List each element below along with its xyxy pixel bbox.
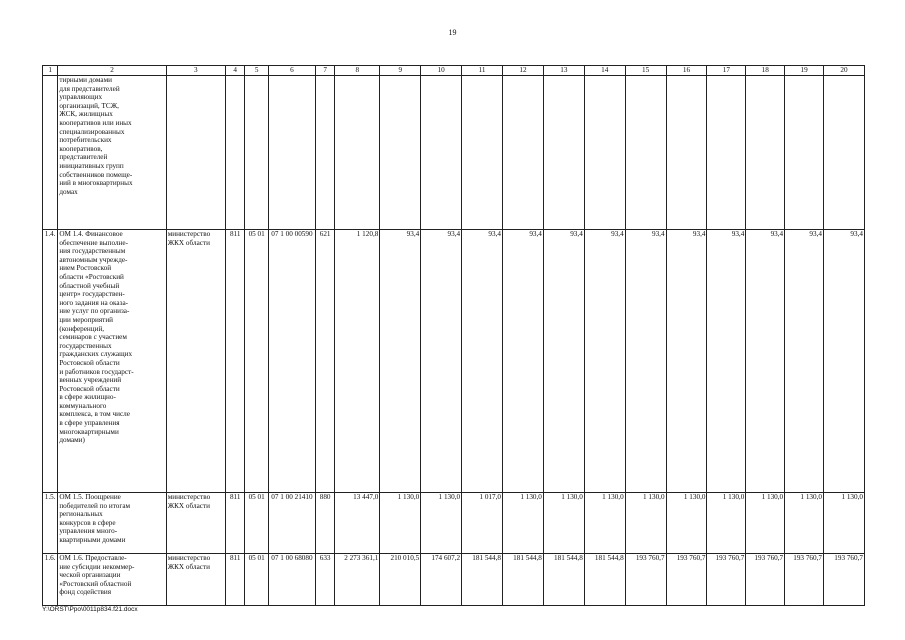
table-row — [43, 493, 865, 554]
header-cell: 18 — [746, 66, 785, 76]
header-cell: 1 — [43, 66, 58, 76]
amount-cell: 93,4 — [823, 230, 864, 493]
row-number-cell — [43, 76, 58, 230]
amount-cell — [462, 76, 503, 230]
header-cell: 17 — [707, 66, 746, 76]
amount-cell: 1 130,0 — [380, 493, 421, 554]
header-cell: 14 — [584, 66, 625, 76]
measure-name-cell: ОМ 1.4. Финансовое обеспечение выполне- ния государственным автономным учрежде- нием Ростовской области «Ростовский областной учебный центр» государствен- ного задания на оказа- ние услуг по организа- ции мероприятий (конференций, семинаров с участием государственных гражданских служащих Ростовской области и работников государст- венных учреждений Ростовской области в сфере жилищно- коммунального комплекса, в том числе в сфере управления многоквартирными домами) — [58, 230, 166, 493]
target-article-code-cell: 07 1 00 68080 — [268, 554, 315, 606]
row-number-cell: 1.6. — [43, 554, 58, 606]
amount-cell: 1 120,8 — [335, 230, 380, 493]
executor-cell — [166, 76, 225, 230]
expense-type-code-cell: 633 — [315, 554, 334, 606]
header-cell: 2 — [58, 66, 166, 76]
amount-cell: 1 130,0 — [503, 493, 544, 554]
header-cell: 3 — [166, 66, 225, 76]
amount-cell: 193 760,7 — [746, 554, 785, 606]
expense-type-code-cell: 621 — [315, 230, 334, 493]
section-code-cell — [245, 76, 269, 230]
amount-cell: 181 544,8 — [584, 554, 625, 606]
amount-cell: 93,4 — [380, 230, 421, 493]
amount-cell: 93,4 — [503, 230, 544, 493]
amount-cell: 1 130,0 — [625, 493, 666, 554]
section-code-cell: 05 01 — [245, 230, 269, 493]
amount-cell — [584, 76, 625, 230]
header-cell: 8 — [335, 66, 380, 76]
amount-cell: 1 017,0 — [462, 493, 503, 554]
amount-cell: 1 130,0 — [785, 493, 824, 554]
amount-cell: 1 130,0 — [666, 493, 707, 554]
amount-cell: 13 447,0 — [335, 493, 380, 554]
measure-name-cell: ОМ 1.5. Поощрение победителей по итогам региональных конкурсов в сфере управления много- квартирными домами — [58, 493, 166, 554]
grbs-code-cell: 811 — [225, 493, 244, 554]
header-cell: 9 — [380, 66, 421, 76]
amount-cell: 193 760,7 — [785, 554, 824, 606]
header-cell: 11 — [462, 66, 503, 76]
page-number: 19 — [448, 28, 457, 37]
executor-cell: министерство ЖКХ области — [166, 493, 225, 554]
header-cell: 4 — [225, 66, 244, 76]
header-cell: 20 — [823, 66, 864, 76]
amount-cell: 2 273 361,1 — [335, 554, 380, 606]
header-cell: 6 — [268, 66, 315, 76]
header-cell: 5 — [245, 66, 269, 76]
amount-cell: 193 760,7 — [625, 554, 666, 606]
header-cell: 13 — [543, 66, 584, 76]
amount-cell: 193 760,7 — [823, 554, 864, 606]
table-row — [43, 554, 865, 606]
target-article-code-cell — [268, 76, 315, 230]
amount-cell — [666, 76, 707, 230]
amount-cell: 1 130,0 — [746, 493, 785, 554]
expense-type-code-cell — [315, 76, 334, 230]
header-cell: 7 — [315, 66, 334, 76]
amount-cell — [746, 76, 785, 230]
amount-cell: 193 760,7 — [707, 554, 746, 606]
amount-cell: 1 130,0 — [707, 493, 746, 554]
amount-cell: 93,4 — [707, 230, 746, 493]
row-number-cell: 1.4. — [43, 230, 58, 493]
header-cell: 10 — [421, 66, 462, 76]
amount-cell: 93,4 — [421, 230, 462, 493]
amount-cell: 93,4 — [543, 230, 584, 493]
amount-cell — [707, 76, 746, 230]
grbs-code-cell — [225, 76, 244, 230]
measure-name-cell: тирными домами для представителей управляющих организаций, ТСЖ, ЖСК, жилищных кооперативов или иных специализированных потребительских кооперативов, представителей инициативных групп собственников помеще- ний в многоквартирных домах — [58, 76, 166, 230]
amount-cell: 181 544,8 — [503, 554, 544, 606]
table-row — [43, 76, 865, 230]
table-row — [43, 230, 865, 493]
amount-cell — [823, 76, 864, 230]
amount-cell — [335, 76, 380, 230]
section-code-cell: 05 01 — [245, 493, 269, 554]
amount-cell: 93,4 — [785, 230, 824, 493]
header-cell: 19 — [785, 66, 824, 76]
amount-cell: 1 130,0 — [823, 493, 864, 554]
executor-cell: министерство ЖКХ области — [166, 230, 225, 493]
amount-cell — [503, 76, 544, 230]
budget-table — [42, 65, 865, 606]
target-article-code-cell: 07 1 00 00590 — [268, 230, 315, 493]
measure-name-cell: ОМ 1.6. Предоставле- ние субсидии некоммер- ческой организации «Ростовский областной фонд содействия — [58, 554, 166, 606]
amount-cell: 93,4 — [584, 230, 625, 493]
expense-type-code-cell: 880 — [315, 493, 334, 554]
amount-cell: 181 544,8 — [543, 554, 584, 606]
amount-cell: 1 130,0 — [584, 493, 625, 554]
amount-cell: 93,4 — [625, 230, 666, 493]
target-article-code-cell: 07 1 00 21410 — [268, 493, 315, 554]
amount-cell: 174 607,2 — [421, 554, 462, 606]
amount-cell: 1 130,0 — [421, 493, 462, 554]
grbs-code-cell: 811 — [225, 554, 244, 606]
file-path-footer: Y:\ORST\Ppo\0011p834.f21.docx — [42, 606, 138, 613]
amount-cell: 93,4 — [746, 230, 785, 493]
amount-cell: 93,4 — [462, 230, 503, 493]
amount-cell — [421, 76, 462, 230]
header-cell: 15 — [625, 66, 666, 76]
header-cell: 16 — [666, 66, 707, 76]
row-number-cell: 1.5. — [43, 493, 58, 554]
amount-cell — [543, 76, 584, 230]
header-cell: 12 — [503, 66, 544, 76]
amount-cell: 181 544,8 — [462, 554, 503, 606]
section-code-cell: 05 01 — [245, 554, 269, 606]
amount-cell: 1 130,0 — [543, 493, 584, 554]
grbs-code-cell: 811 — [225, 230, 244, 493]
amount-cell: 193 760,7 — [666, 554, 707, 606]
amount-cell — [625, 76, 666, 230]
amount-cell — [785, 76, 824, 230]
column-number-header-row — [43, 66, 865, 76]
amount-cell — [380, 76, 421, 230]
executor-cell: министерство ЖКХ области — [166, 554, 225, 606]
amount-cell: 93,4 — [666, 230, 707, 493]
amount-cell: 210 010,5 — [380, 554, 421, 606]
